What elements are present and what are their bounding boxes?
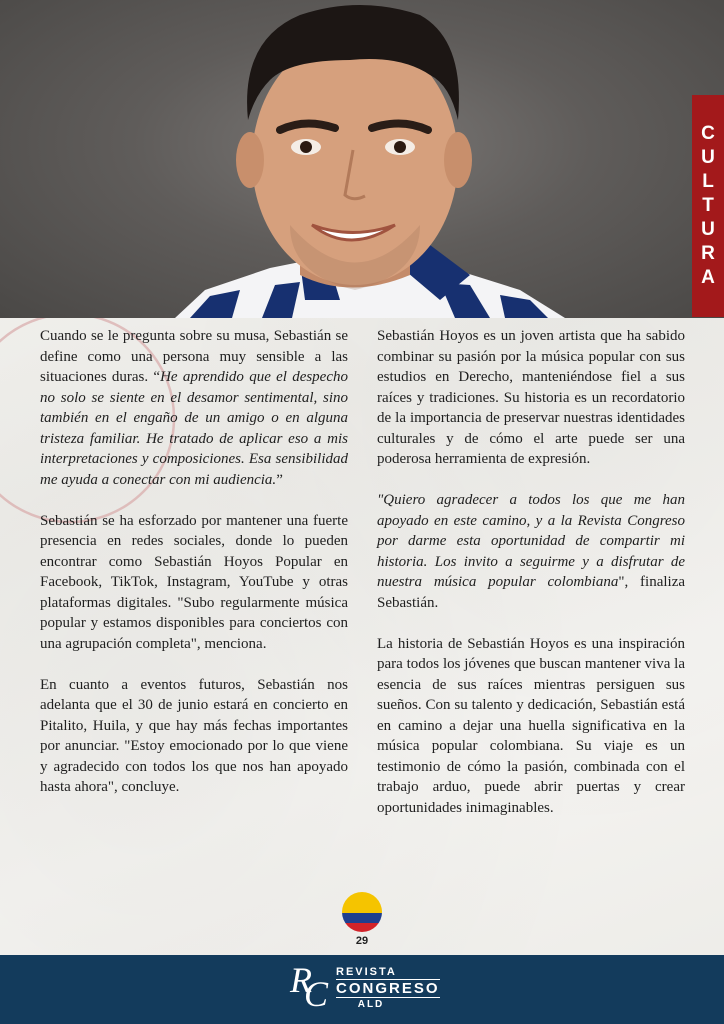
left-paragraph-2: Sebastián se ha esforzado por mantener una fuerte presencia en redes sociales, donde lo pueden encontrar como Sebastián Hoyos Popular en Facebook, TikTok, Instagram, YouTube y otras plataformas digitales. "Subo regularmente música popular y estamos disponibles para conciertos con una agrupación completa", menciona. (40, 512, 348, 652)
right-paragraph-3: La historia de Sebastián Hoyos es una inspiración para todos los jóvenes que buscan mantener viva la esencia de sus raíces mientras persiguen sus sueños. Con su talento y dedicación, Sebastián está en camino a dejar una huella significativa en la música popular colombiana. Su viaje es un testimonio de cómo la pasión, combinada con el trabajo arduo, puede abrir puertas y crear oportunidades inimaginables. (377, 635, 685, 816)
left-paragraph-3: En cuanto a eventos futuros, Sebastián nos adelanta que el 30 de junio estará en concierto en Pitalito, Huila, y que hay más fechas importantes por anunciar. "Estoy emocionado por lo que viene y agradecido con todos los que nos han apoyado hasta ahora", concluye. (40, 676, 348, 795)
logo-line-ald: ALD (357, 999, 385, 1010)
right-paragraph-2 (377, 490, 685, 613)
section-tab-letter: A (701, 267, 715, 288)
section-tab-letter: U (701, 219, 715, 240)
logo-monogram (288, 960, 334, 1016)
right-paragraph-1: Sebastián Hoyos es un joven artista que ha sabido combinar su pasión por la música popular con sus estudios en Derecho, manteniéndose fiel a sus raíces y tradiciones. Su historia es un recordatorio de la importancia de preservar nuestras identidades culturales y de cómo el arte puede ser una poderosa herramienta de expresión. (377, 328, 685, 467)
section-tab-letter: L (702, 171, 714, 192)
text-run: Cuando se le pregunta sobre su musa, Sebastián se define como una persona muy sensible a las situaciones duras. “ (40, 328, 348, 385)
section-tab-letter: R (701, 243, 715, 264)
logo-monogram-c: C (304, 974, 329, 1014)
right-column (377, 326, 685, 839)
colombia-flag-icon (341, 891, 383, 933)
section-tab-letter: C (701, 123, 715, 144)
logo-line-revista: REVISTA (336, 966, 397, 978)
logo-line-congreso: CONGRESO (336, 980, 440, 997)
section-tab-cultura (692, 95, 724, 317)
quote-text: "Quiero agradecer a todos los que me han apoyado en este camino, y a la Revista Congreso por darme esta oportunidad de compartir mi historia. Los invito a seguirme y a disfrutar de nuestra música popular colombiana (377, 492, 685, 590)
revista-congreso-logo (288, 960, 448, 1016)
quote-text: He aprendido que el despecho no solo se siente en el desamor sentimental, sino también en el engaño de un amigo o en alguna tristeza familiar. He tratado de aplicar eso a mis interpretaciones y composiciones. Esa sensibilidad me ayuda a conectar con mi audiencia. (40, 369, 348, 488)
page-number: 29 (355, 935, 369, 947)
left-column (40, 326, 348, 818)
text-run: ", finaliza Sebastián. (377, 574, 686, 611)
left-paragraph-1 (40, 326, 348, 490)
hero-photo (0, 0, 724, 318)
section-tab-letter: U (701, 147, 715, 168)
logo-monogram-r: R (290, 960, 312, 1000)
portrait-illustration (0, 0, 724, 318)
text-run: ” (276, 471, 283, 488)
logo-wordmark (336, 966, 440, 1011)
section-tab-letter: T (702, 195, 714, 216)
